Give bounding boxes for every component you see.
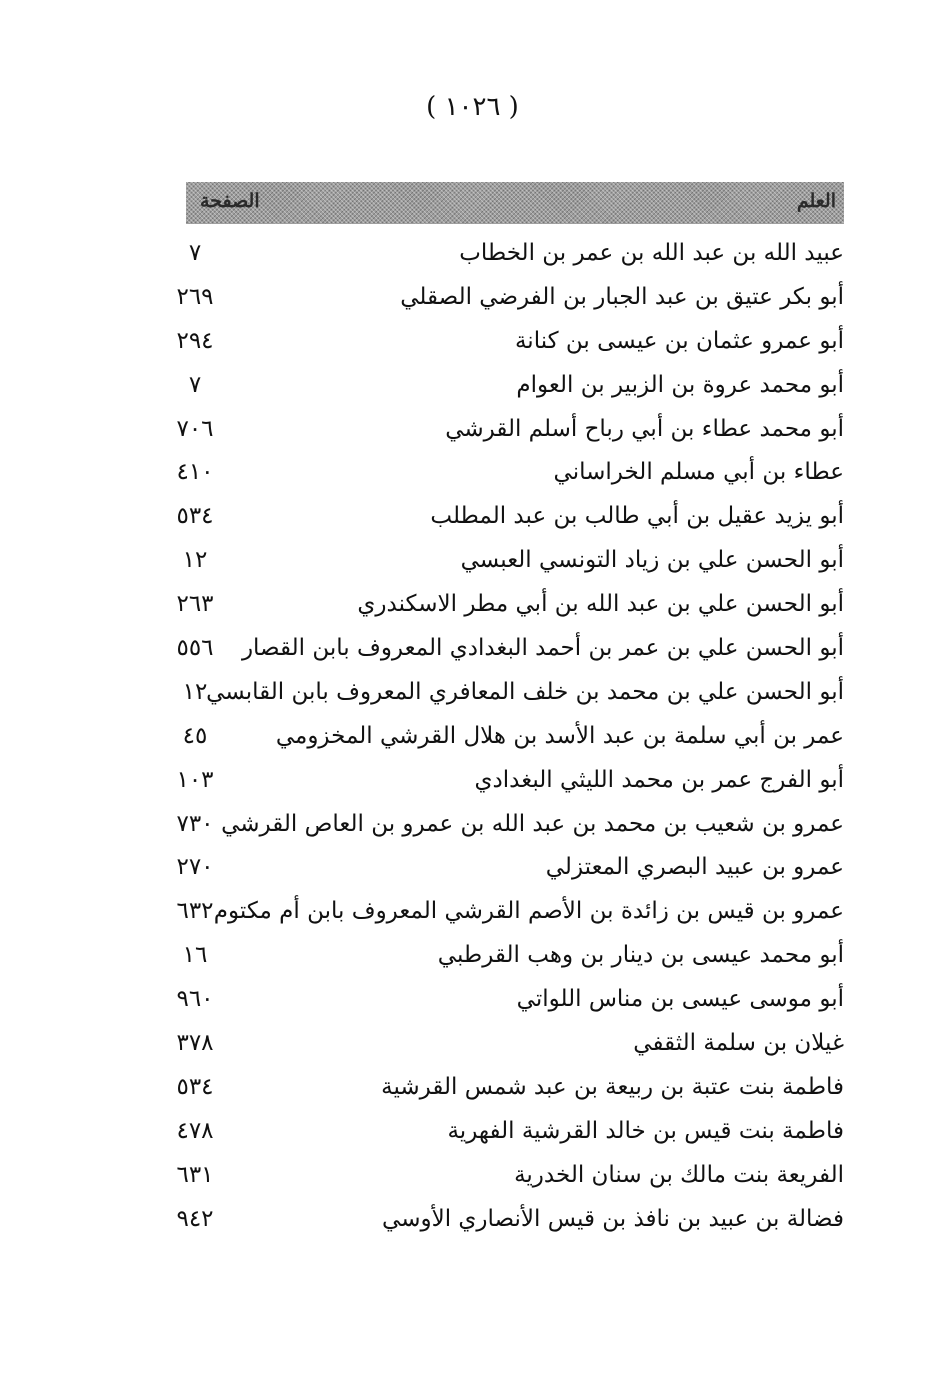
index-row [160, 1156, 844, 1200]
entry-name: عمر بن أبي سلمة بن عبد الأسد بن هلال القرشي المخزومي [275, 722, 844, 749]
entry-name: عمرو بن شعيب بن محمد بن عبد الله بن عمرو بن العاص القرشي [221, 810, 844, 837]
entry-name: أبو موسى عيسى بن مناس اللواتي [516, 986, 844, 1013]
index-row [160, 234, 844, 278]
entry-page: ٧ [188, 371, 202, 398]
index-row [160, 936, 844, 980]
index-row [160, 497, 844, 541]
index-row [160, 805, 844, 849]
index-row [160, 980, 844, 1024]
entry-page: ٤١٠ [176, 459, 214, 486]
index-row [160, 278, 844, 322]
entry-name: عطاء بن أبي مسلم الخراساني [553, 459, 844, 486]
entry-page: ٥٣٤ [176, 503, 214, 530]
entry-page: ٥٥٦ [176, 635, 214, 662]
entry-name: أبو محمد عروة بن الزبير بن العوام [516, 371, 844, 398]
entry-page: ٣٧٨ [176, 1030, 214, 1057]
entry-page: ٥٣٤ [176, 1073, 214, 1100]
entry-name: أبو الفرج عمر بن محمد الليثي البغدادي [474, 766, 844, 793]
entry-page: ٢٧٠ [176, 854, 214, 881]
entry-page: ٢٦٣ [176, 591, 214, 618]
index-header-bar [186, 182, 844, 224]
index-row [160, 410, 844, 454]
entry-name: عمرو بن عبيد البصري المعتزلي [545, 854, 844, 881]
index-entries [160, 234, 844, 1243]
index-row [160, 1200, 844, 1244]
header-page-label: الصفحة [200, 190, 260, 212]
entry-page: ٤٥ [182, 722, 208, 749]
entry-name: أبو عمرو عثمان بن عيسى بن كنانة [514, 327, 844, 354]
entry-name: فاطمة بنت عتبة بن ربيعة بن عبد شمس القرشية [381, 1073, 844, 1100]
entry-name: فاطمة بنت قيس بن خالد القرشية الفهرية [447, 1117, 844, 1144]
header-name-label: العلم [796, 190, 836, 212]
entry-page: ٢٩٤ [176, 327, 214, 354]
entry-name: أبو بكر عتيق بن عبد الجبار بن الفرضي الصقلي [400, 283, 844, 310]
entry-page: ٩٤٢ [176, 1205, 214, 1232]
entry-name: الفريعة بنت مالك بن سنان الخدرية [514, 1161, 844, 1188]
entry-page: ١٢ [182, 547, 208, 574]
index-row [160, 1024, 844, 1068]
entry-page: ٦٣٢ [176, 898, 214, 925]
index-row [160, 848, 844, 892]
index-row [160, 629, 844, 673]
index-row [160, 1112, 844, 1156]
index-row [160, 761, 844, 805]
index-row [160, 1068, 844, 1112]
entry-name: أبو الحسن علي بن زياد التونسي العبسي [460, 547, 844, 574]
entry-name: أبو محمد عطاء بن أبي رباح أسلم القرشي [445, 415, 844, 442]
entry-page: ٧٣٠ [176, 810, 214, 837]
index-row [160, 366, 844, 410]
index-row [160, 673, 844, 717]
entry-name: أبو محمد عيسى بن دينار بن وهب القرطبي [437, 942, 844, 969]
entry-name: أبو الحسن علي بن محمد بن خلف المعافري المعروف بابن القابسي [206, 678, 844, 705]
entry-page: ١٦ [182, 942, 208, 969]
index-row [160, 892, 844, 936]
entry-name: عبيد الله بن عبد الله بن عمر بن الخطاب [459, 240, 844, 266]
entry-name: أبو الحسن علي بن عبد الله بن أبي مطر الاسكندري [357, 591, 844, 618]
index-row [160, 585, 844, 629]
entry-page: ١٠٣ [176, 766, 214, 793]
entry-page: ٤٧٨ [176, 1117, 214, 1144]
entry-name: فضالة بن عبيد بن نافذ بن قيس الأنصاري الأوسي [382, 1205, 844, 1232]
entry-page: ٩٦٠ [176, 986, 214, 1013]
entry-name: أبو الحسن علي بن عمر بن أحمد البغدادي المعروف بابن القصار [241, 635, 844, 662]
entry-page: ٢٦٩ [176, 283, 214, 310]
index-row [160, 322, 844, 366]
entry-name: أبو يزيد عقيل بن أبي طالب بن عبد المطلب [430, 503, 844, 530]
entry-name: غيلان بن سلمة الثقفي [633, 1030, 844, 1057]
page-number: ( ١٠٢٦ ) [426, 92, 519, 122]
entry-name: عمرو بن قيس بن زائدة بن الأصم القرشي المعروف بابن أم مكتوم [213, 898, 844, 925]
index-row [160, 453, 844, 497]
index-row [160, 541, 844, 585]
entry-page: ٧٠٦ [176, 415, 214, 442]
entry-page: ٧ [188, 240, 202, 266]
entry-page: ١٢ [182, 678, 208, 705]
entry-page: ٦٣١ [176, 1161, 214, 1188]
index-row [160, 717, 844, 761]
